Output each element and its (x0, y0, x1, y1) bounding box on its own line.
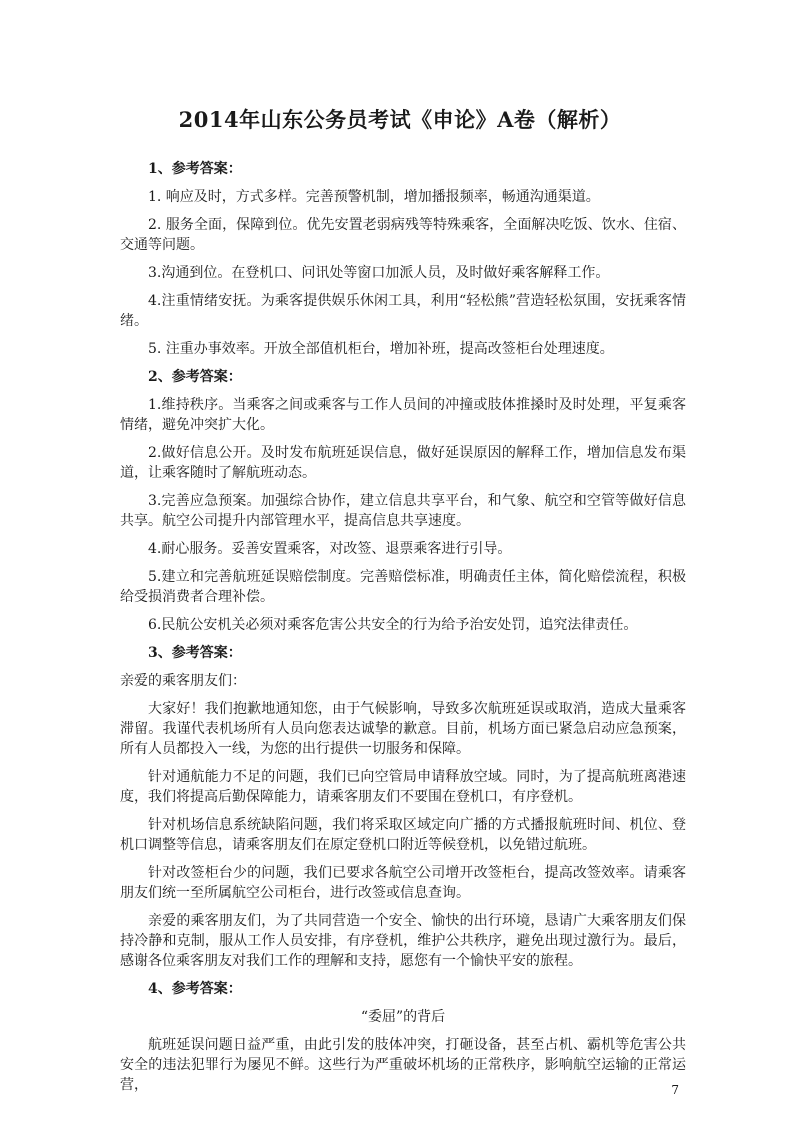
answer-paragraph: 5.建立和完善航班延误赔偿制度。完善赔偿标准，明确责任主体，简化赔偿流程，积极给受损消费者合理补偿。 (120, 569, 686, 605)
letter-paragraph: 针对改签柜台少的问题，我们已要求各航空公司增开改签柜台，提高改签效率。请乘客朋友们统一至所属航空公司柜台，进行改签或信息查询。 (120, 865, 686, 901)
answer-paragraph: 4.注重情绪安抚。为乘客提供娱乐休闲工具，利用“轻松熊”营造轻松氛围，安抚乘客情绪。 (120, 293, 686, 329)
letter-salutation: 亲爱的乘客朋友们： (120, 673, 246, 689)
answer-paragraph: 4.耐心服务。妥善安置乘客，对改签、退票乘客进行引导。 (148, 541, 512, 557)
answer-paragraph: 1. 响应及时，方式多样。完善预警机制，增加播报频率，畅通沟通渠道。 (148, 189, 600, 205)
answer-paragraph: 2. 服务全面，保障到位。优先安置老弱病残等特殊乘客，全面解决吃饭、饮水、住宿、交通等问题。 (120, 217, 686, 253)
page-number: 7 (671, 1083, 679, 1097)
answer-paragraph: 1.维持秩序。当乘客之间或乘客与工作人员间的冲撞或肢体推搡时及时处理，平复乘客情绪，避免冲突扩大化。 (120, 397, 686, 433)
answer-paragraph: 3.沟通到位。在登机口、问讯处等窗口加派人员，及时做好乘客解释工作。 (148, 265, 610, 281)
letter-paragraph: 针对通航能力不足的问题，我们已向空管局申请释放空域。同时，为了提高航班离港速度，我们将提高后勤保障能力，请乘客朋友们不要围在登机口，有序登机。 (120, 769, 686, 805)
document-title: 2014年山东公务员考试《申论》A卷（解析） (178, 107, 622, 132)
answer-paragraph: 5. 注重办事效率。开放全部值机柜台，增加补班，提高改签柜台处理速度。 (148, 341, 614, 357)
essay-title: “委屈”的背后 (360, 1009, 446, 1025)
letter-paragraph: 针对机场信息系统缺陷问题，我们将采取区域定向广播的方式播报航班时间、机位、登机口调整等信息，请乘客朋友们在原定登机口附近等候登机，以免错过航班。 (120, 817, 686, 853)
answer-paragraph: 6.民航公安机关必须对乘客危害公共安全的行为给予治安处罚，追究法律责任。 (148, 617, 638, 633)
document-body (120, 159, 686, 1103)
section-heading: 3、参考答案： (148, 645, 242, 661)
letter-paragraph: 大家好！我们抱歉地通知您，由于气候影响，导致多次航班延误或取消，造成大量乘客滞留。我谨代表机场所有人员向您表达诚挚的歉意。目前，机场方面已紧急启动应急预案，所有人员都投入一线，为您的出行提供一切服务和保障。 (120, 701, 686, 757)
letter-paragraph: 亲爱的乘客朋友们，为了共同营造一个安全、愉快的出行环境，恳请广大乘客朋友们保持冷静和克制，服从工作人员安排，有序登机，维护公共秩序，避免出现过激行为。最后，感谢各位乘客朋友对我们工作的理解和支持，愿您有一个愉快平安的旅程。 (120, 913, 686, 969)
section-heading: 4、参考答案： (148, 981, 242, 997)
essay-paragraph: 航班延误问题日益严重，由此引发的肢体冲突，打砸设备，甚至占机、霸机等危害公共安全的违法犯罪行为屡见不鲜。这些行为严重破坏机场的正常秩序，影响航空运输的正常运营， (120, 1037, 686, 1093)
answer-paragraph: 2.做好信息公开。及时发布航班延误信息，做好延误原因的解释工作，增加信息发布渠道，让乘客随时了解航班动态。 (120, 445, 686, 481)
answer-paragraph: 3.完善应急预案。加强综合协作，建立信息共享平台，和气象、航空和空管等做好信息共享。航空公司提升内部管理水平，提高信息共享速度。 (120, 493, 686, 529)
section-heading: 2、参考答案： (148, 369, 242, 385)
section-heading: 1、参考答案： (148, 161, 242, 177)
